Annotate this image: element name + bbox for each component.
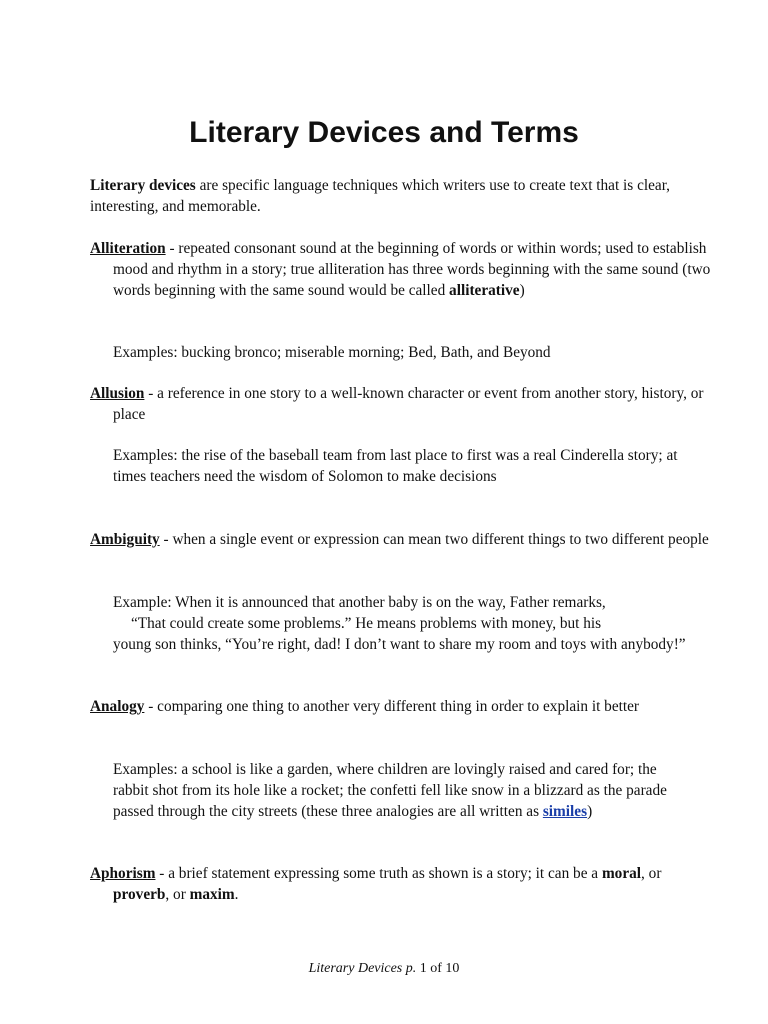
footer-page-number: 1 of 10 xyxy=(416,961,460,976)
term-allusion: Allusion xyxy=(90,385,145,402)
term-alliterative: alliterative xyxy=(449,281,520,299)
term-maxim: maxim xyxy=(189,885,235,903)
separator-2: , or xyxy=(165,885,190,903)
term-moral: moral xyxy=(601,865,642,882)
definition-allusion: - a reference in one story to a well-known character or event from another story, history, or place xyxy=(113,385,704,423)
intro-paragraph xyxy=(90,176,690,218)
definition-alliteration-b: ) xyxy=(519,281,525,299)
example-allusion: Examples: the rise of the baseball team from last place to first was a real Cinderella story; at times teachers need the wisdom of Solomon to make decisions xyxy=(113,447,678,485)
entry-aphorism xyxy=(90,864,713,906)
intro-text: are specific language techniques which writers use to create text that is clear, interesting, and memorable. xyxy=(90,177,670,215)
definition-aphorism: - a brief statement expressing some truth as shown is a story; it can be a xyxy=(155,865,602,882)
term-ambiguity: Ambiguity xyxy=(90,531,160,548)
page-footer xyxy=(0,960,768,978)
entry-alliteration xyxy=(90,239,713,302)
definition-aphorism-end: . xyxy=(234,885,239,903)
example-ambiguity-a: Example: When it is announced that another baby is on the way, Father remarks, xyxy=(113,594,606,611)
example-ambiguity-c: young son thinks, “You’re right, dad! I don’t want to share my room and toys with anybody!” xyxy=(113,636,686,653)
term-analogy: Analogy xyxy=(90,698,145,715)
term-proverb: proverb xyxy=(113,885,166,903)
term-alliteration: Alliteration xyxy=(90,240,166,257)
separator-1: , or xyxy=(641,865,662,882)
entry-ambiguity xyxy=(90,530,713,551)
definition-alliteration-a: - repeated consonant sound at the beginning of words or within words; used to establish mood and rhythm in a story; true alliteration has three words beginning with the same sound (two words beginning with the same sound would be called xyxy=(113,240,711,299)
footer-label: Literary Devices p. xyxy=(308,961,417,976)
example-analogy-end: ) xyxy=(587,802,593,820)
term-aphorism: Aphorism xyxy=(90,865,156,882)
example-analogy xyxy=(113,760,690,823)
similes-link[interactable]: similes xyxy=(542,802,588,820)
definition-analogy: - comparing one thing to another very different thing in order to explain it better xyxy=(144,698,640,715)
page-title: Literary Devices and Terms xyxy=(189,116,579,149)
example-ambiguity-b: “That could create some problems.” He means problems with money, but his xyxy=(131,615,602,632)
example-alliteration: Examples: bucking bronco; miserable morning; Bed, Bath, and Beyond xyxy=(113,344,551,361)
example-analogy-text: Examples: a school is like a garden, where children are lovingly raised and cared for; the rabbit shot from its hole like a rocket; the confetti fell like snow in a blizzard as the parade passed through the city streets (these three analogies are all written as xyxy=(113,761,667,820)
intro-bold-term: Literary devices xyxy=(90,177,196,194)
entry-allusion xyxy=(90,384,713,426)
entry-analogy xyxy=(90,697,713,718)
definition-ambiguity: - when a single event or expression can mean two different things to two different people xyxy=(159,531,709,548)
